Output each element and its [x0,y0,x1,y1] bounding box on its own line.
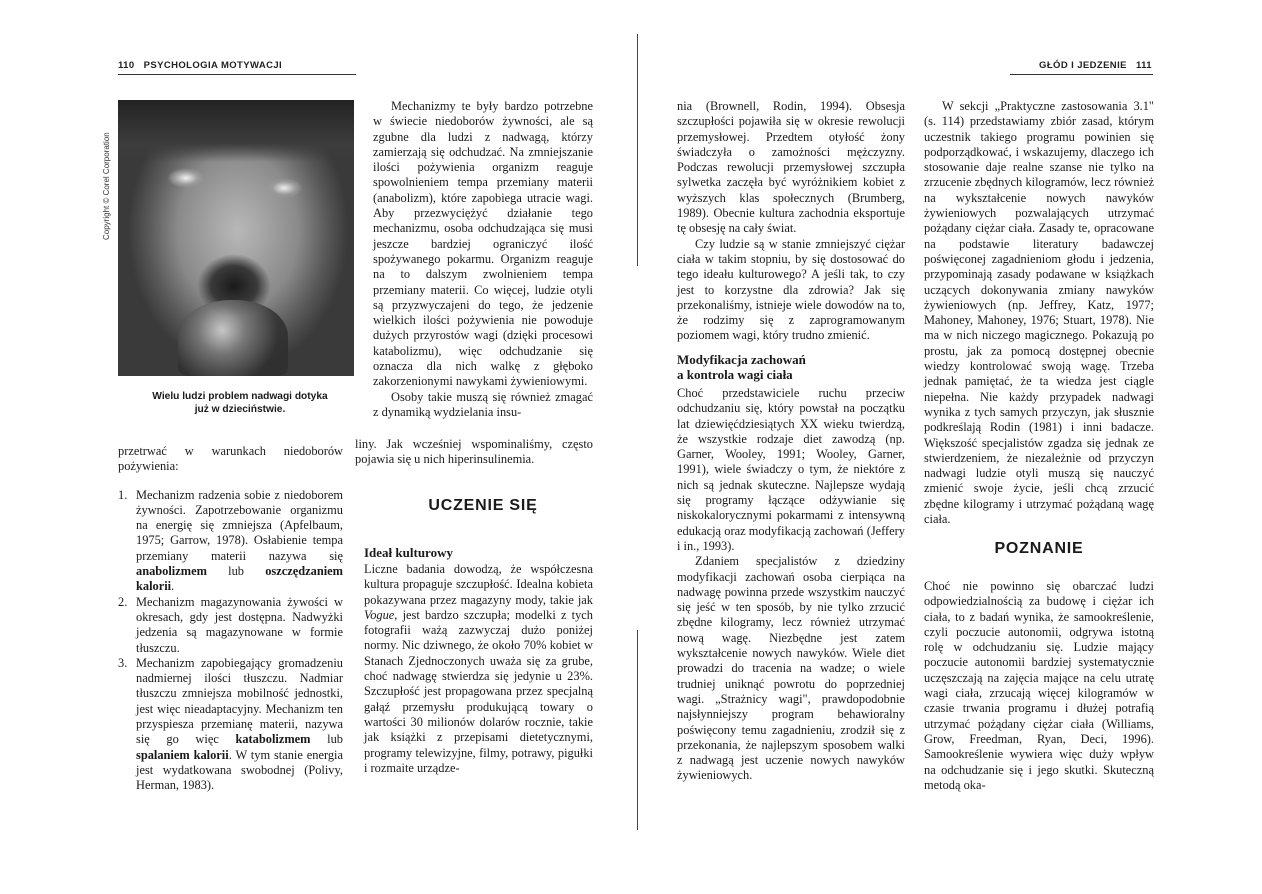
caption-line-1: Wielu ludzi problem nadwagi dotyka [152,391,328,402]
paragraph-practical-applications: W sekcji „Praktyczne zastosowania 3.1" (s. 114) przedstawiamy zbiór zasad, którym uczestnik takiego programu powinien się podporządkować, i wskazujemy, dlaczego ich stosowanie daje realne szanse nie tylko na zrzucenie zbędnych kilogramów, lecz również na wykształcenie nowych nawyków żywieniowych pozwalających utrzymać pożądany ciężar ciała. Zasady te, opracowane na podstawie literatury badawczej poświęconej zagadnieniom głodu i jedzenia, przypominają zasady podawane w książkach uczących dokonywania zmiany nawyków żywieniowych (np. Jeffrey, Katz, 1977; Mahoney, Mahoney, 1976; Stuart, 1978). Nie ma w nich niczego magicznego. Pokazują po prostu, jak za pomocą dostępnej obecnie wiedzy kontrolować swoją wagę. Trzeba jednak pamiętać, że ta wiedza jest ciągle niepełna. Nie każdy przypadek nadwagi wynika z tych samych przyczyn, jak słusznie podkreślają Rodin (1981) i inni badacze. Większość specjalistów zgadza się jednak ze stwierdzeniem, że niezależnie od przyczyn nadwagi ludzie otyli muszą się nauczyć zmienić swoje życie, jeśli chcą zrzucić zbędne kilogramy i utrzymać pożądaną wagę ciała. [924,99,1154,527]
list-text: Mechanizm radzenia sobie z niedoborem żywności. Zapotrzebowanie organizmu na energię się zmniejsza (Apfelbaum, 1975; Garrow, 1978). Osłabienie tempa przemiany materii nazywa się [136,487,343,563]
paragraph-cultural-ideal [364,562,593,776]
paragraph-intro: przetrwać w warunkach niedoborów pożywienia: [118,444,343,474]
list-text-connector: lub [228,564,244,579]
left-page-wide-line [355,437,593,468]
paragraph-mechanisms: Mechanizmy te były bardzo potrzebne w świecie niedoborów żywności, ale są zgubne dla ludzi z nadwagą, którzy zamierzają się odchudzać. Na zmniejszanie ilości pożywienia organizm reaguje spowolnieniem tempa przemiany materii (anabolizm), które zapobiega utracie wagi. Aby przezwyciężyć działanie tego mechanizmu, osoba odchudzająca się musi jeszcze bardziej ograniczyć ilość spożywanego pokarmu. Organizm reaguje na to dalszym zwolnieniem tempa przemiany materii. Co więcej, ludzie otyli są przyzwyczajeni do tego, że jedzenie wielkich ilości pożywienia nie powoduje dużych przyrostów wagi (dzięki procesowi katabolizmu), więc odchudzanie się oznacza dla nich walkę z głęboko zakorzenionymi nawykami żywieniowymi. [373,99,593,389]
list-number: 1. [118,487,128,502]
photo-hair-shade [118,100,354,162]
left-page-left-column [118,444,343,794]
paragraph-can-people: Czy ludzie są w stanie zmniejszyć ciężar ciała w takim stopniu, by się dostosować do tego ideału kulturowego? A jeśli tak, to czy jest to korzystne dla zdrowia? Jak się przekonaliśmy, istnieje wiele dowodów na to, że rodzimy się z zaprogramowanym poziomem wagi, który trudno zmienić. [677,236,905,343]
term-calorie-burning: spalaniem kalorii [136,747,229,762]
vogue-title: Vogue [364,607,395,622]
right-page-column-2 [924,99,1154,527]
gutter-line [637,34,638,266]
paragraph-behavior-experts: Zdaniem specjalistów z dziedziny modyfikacji zachowań osoba cierpiąca na nadwagę powinna przede wszystkim nauczyć się jeść w ten sposób, by nie tylko zrzucić zbędne kilogramy, lecz również utrzymać nową wagę. Niezbędne jest zatem wykształcenie nowych nawyków. Wiele diet prowadzi do tracenia na wadze; o wiele trudniej uniknąć powrotu do poprzedniej wagi. „Strażnicy wagi", prawdopodobnie najsłynniejszy program behawioralny poświęcony temu zagadnieniu, zrodził się z przekonania, że najlepszym sposobem walki z nadwagą jest uczenie nowych nawyków żywieniowych. [677,554,905,783]
subhead-cultural-ideal: Ideał kulturowy [364,545,453,560]
mechanism-list [118,488,343,794]
caption-line-2: już w dzieciństwie. [194,404,286,415]
list-item [118,488,343,595]
list-text: Mechanizm zapobiegający gromadzeniu nadmiernej ilości tłuszczu. Nadmiar tłuszczu zmniejsza mobilność jednostki, jest więc nieadaptacyjny. Mechanizm ten przyspiesza przemianę materii, nazywa się go więc [136,655,343,747]
learning-column [364,562,593,776]
right-page-column-1 [677,99,905,344]
list-text-end: . W tym stanie energia jest wydatkowana swobodnej (Polivy, Herman, 1983). [136,747,343,793]
page-number-right: 111 [1135,60,1152,71]
list-item [118,656,343,794]
paragraph-self-determination: Choć nie powinno się obarczać ludzi odpowiedzialnością za budowę i ciężar ich ciała, to z badań wynika, że samookreślenie, czyli poczucie autonomii, odgrywa istotną rolę w odchudzaniu się. Ludzie mający poczucie autonomii bardziej systematycznie uczęszczają na zajęcia mające na celu utratę wagi ciała, zrzucają więcej kilogramów w czasie trwania programu i dłużej potrafią utrzymać pożądany ciężar ciała (Williams, Grow, Freedman, Ryan, Deci, 1996). Samookreślenie wywiera więc duży wpływ na odchudzanie się i jego skutki. Skuteczną metodą oka- [924,579,1154,792]
term-catabolism: katabolizmem [235,732,311,747]
photo-cup-shape [178,300,288,376]
list-number: 3. [118,655,128,670]
subhead-behavior-modification [677,352,905,383]
photo-credit: Copyright © Corel Corporation [102,132,111,240]
child-eating-photo [118,100,354,376]
paragraph-obsession: nia (Brownell, Rodin, 1994). Obsesja szczupłości pojawiła się w okresie rewolucji przemysłowej. Przedtem otyłość żony świadczyła o zamożności mężczyzny. Podczas rewolucji przemysłowej szczupła sylwetka zaczęła być wyróżnikiem kobiet z wyższych klas społecznych (Brumberg, 1989). Obecnie kultura zachodnia eksportuje tę obsesję na cały świat. [677,99,905,236]
term-calorie-saving: oszczędzaniem kalorii [136,564,343,594]
subhead-line-1: Modyfikacja zachowań [677,352,806,367]
list-text-end: . [171,579,175,594]
subhead-line-2: a kontrola wagi ciała [677,367,793,383]
header-rule-left [118,74,356,75]
right-page-column-2-lower [924,579,1154,793]
page-number-left: 110 [118,60,135,71]
section-title-cognition: POZNANIE [994,540,1084,557]
ideal-text-b: , jest bardzo szczupła; modelki z tych fotografii ważą zazwyczaj dużo poniżej normy. Nic dziwnego, że około 70% kobiet w Stanach Zjednoczonych uważa się za grube, choć nadwagę stwierdza się jedynie u 23%. Szczupłość jest propagowana przez specjalną gałąź przemysłu produkującą towary o wartości 30 milionów dolarów rocznie, takie jak książki z przepisami dietetycznymi, programy telewizyjne, filmy, potrawy, pigułki i rozmaite urządze- [364,607,593,775]
right-page-column-1-lower [677,386,905,784]
running-title-left: PSYCHOLOGIA MOTYWACJI [143,60,283,71]
running-head-right [1039,60,1152,71]
gutter-line-lower [637,630,638,830]
list-text: Mechanizm magazynowania żywości w okresach, gdy jest dostępna. Nadwyżki jedzenia są magazynowane w formie tłuszczu. [136,594,343,655]
header-rule-right [1010,74,1153,75]
paragraph-insulin-start: Osoby takie muszą się również zmagać z dynamiką wydzielania insu- [373,389,593,419]
paragraph-anti-diet: Choć przedstawiciele ruchu przeciw odchudzaniu się, który powstał na początku lat dziewięćdziesiątych XX wieku twierdzą, że wszystkie rodzaje diet zawodzą (np. Garner, Wooley, 1991; Wooley, Garner, 1991), wiele świadczy o tym, że niektóre z nich są jednak skuteczne. Najlepsze wydają się programy łączące odżywianie się niskokalorycznymi pokarmami z intensywną edukacją oraz modyfikacją zachowań (Jeffery i in., 1993). [677,386,905,553]
list-number: 2. [118,594,128,609]
list-item [118,595,343,656]
left-page-right-column [373,99,593,420]
term-anabolism: anabolizmem [136,564,207,579]
running-head-left [118,60,282,71]
figure-caption [140,390,340,416]
running-title-right: GŁÓD I JEDZENIE [1039,60,1127,71]
paragraph-insulin-end: liny. Jak wcześniej wspominaliśmy, często pojawia się u nich hiperinsulinemia. [355,437,593,467]
ideal-text-a: Liczne badania dowodzą, że współczesna kultura propaguje szczupłość. Idealna kobieta pokazywana przez magazyny mody, takie jak [364,562,593,607]
list-text-connector: lub [327,732,343,747]
section-title-learning: UCZENIE SIĘ [428,497,538,514]
